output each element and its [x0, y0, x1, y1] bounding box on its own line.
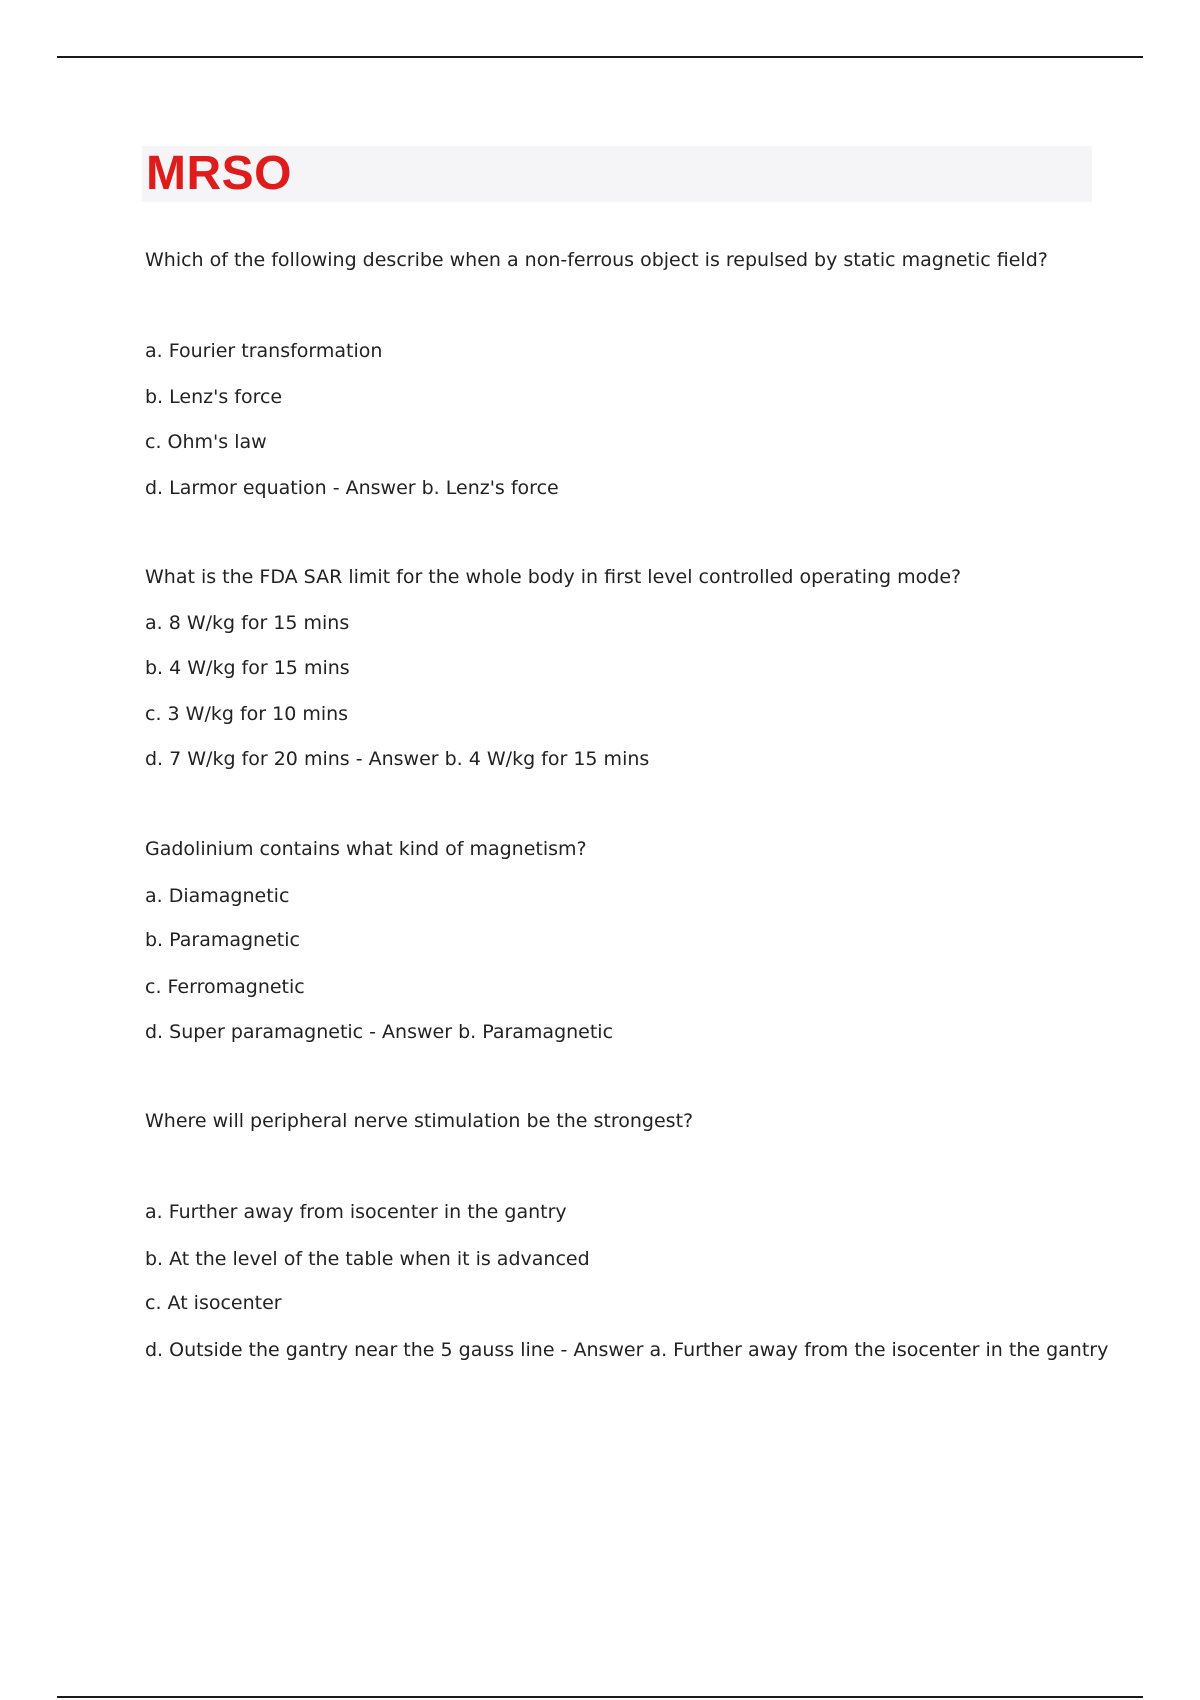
answer-option: b. 4 W/kg for 15 mins — [145, 657, 350, 679]
question-text: Gadolinium contains what kind of magnetism? — [145, 838, 587, 860]
answer-option: a. 8 W/kg for 15 mins — [145, 612, 350, 634]
title-band — [142, 146, 1092, 202]
document-title: MRSO — [146, 147, 292, 200]
question-text: What is the FDA SAR limit for the whole body in first level controlled operating mode? — [145, 566, 962, 588]
answer-option-with-answer: d. 7 W/kg for 20 mins - Answer b. 4 W/kg for 15 mins — [145, 748, 650, 770]
question-text: Where will peripheral nerve stimulation be the strongest? — [145, 1110, 694, 1132]
answer-option: b. At the level of the table when it is advanced — [145, 1248, 590, 1270]
header-rule — [57, 56, 1143, 58]
answer-option: c. Ohm's law — [145, 431, 267, 453]
footer-rule — [57, 1696, 1143, 1698]
answer-option: c. Ferromagnetic — [145, 976, 305, 998]
answer-option: b. Paramagnetic — [145, 929, 300, 951]
answer-option: a. Diamagnetic — [145, 885, 290, 907]
answer-option: c. At isocenter — [145, 1292, 282, 1314]
answer-option-with-answer: d. Super paramagnetic - Answer b. Paramagnetic — [145, 1021, 614, 1043]
answer-option: a. Fourier transformation — [145, 340, 383, 362]
answer-option-with-answer: d. Larmor equation - Answer b. Lenz's force — [145, 477, 559, 499]
answer-option-with-answer: d. Outside the gantry near the 5 gauss line - Answer a. Further away from the isocenter in the gantry — [145, 1339, 1109, 1361]
answer-option: c. 3 W/kg for 10 mins — [145, 703, 349, 725]
answer-option: b. Lenz's force — [145, 386, 283, 408]
question-text: Which of the following describe when a non-ferrous object is repulsed by static magnetic field? — [145, 249, 1048, 271]
answer-option: a. Further away from isocenter in the gantry — [145, 1201, 567, 1223]
